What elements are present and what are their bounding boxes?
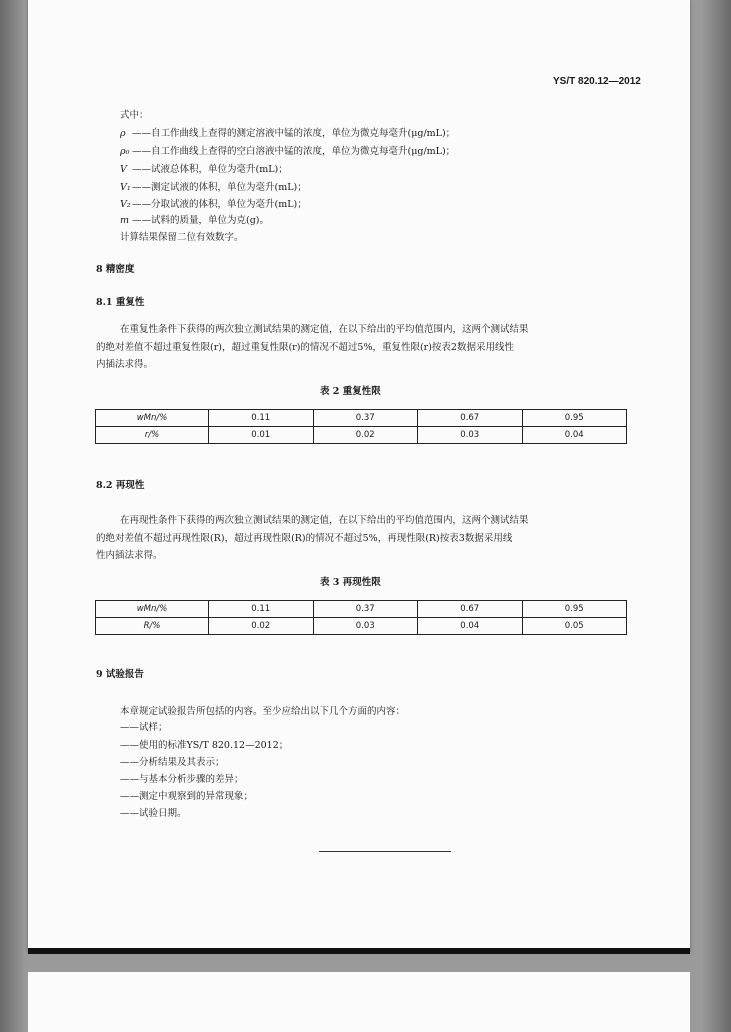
table-2-repeatability — [95, 409, 627, 444]
list-item: ——测定中观察到的异常现象； — [120, 791, 254, 802]
table-cell: 0.02 — [209, 618, 314, 635]
list-item: ——分析结果及其表示； — [120, 757, 225, 768]
table-cell: 0.67 — [418, 410, 523, 427]
table-3-reproducibility — [95, 600, 627, 635]
list-item: ——试样； — [120, 722, 168, 733]
section-9-heading: 9 试验报告 — [96, 669, 144, 680]
end-rule — [319, 851, 451, 852]
table-header-cell: R/% — [96, 618, 209, 635]
table-row — [96, 601, 627, 618]
next-page — [28, 972, 690, 1032]
table-cell: 0.04 — [522, 427, 627, 444]
table-cell: 0.01 — [209, 427, 314, 444]
table-header-cell: wMn/% — [96, 601, 209, 618]
formula-note: V ——试液总体积，单位为毫升(mL)； — [120, 164, 288, 175]
table-3-caption: 表 3 再现性限 — [320, 577, 381, 588]
page-edge-shadow — [28, 948, 690, 954]
table-cell: 0.37 — [313, 410, 418, 427]
table-cell: 0.03 — [313, 618, 418, 635]
table-cell: 0.03 — [418, 427, 523, 444]
list-item: ——与基本分析步骤的差异； — [120, 774, 244, 785]
formula-notes-intro: 式中： — [120, 110, 149, 121]
rounding-note: 计算结果保留二位有效数字。 — [120, 232, 244, 243]
section-8-2-heading: 8.2 再现性 — [96, 480, 145, 491]
paragraph-line: 的绝对差值不超过重复性限(r)，超过重复性限(r)的情况不超过5%，重复性限(r)按表2数据采用线性 — [96, 342, 514, 353]
section-8-1-heading: 8.1 重复性 — [96, 297, 145, 308]
list-item: ——试验日期。 — [120, 808, 187, 819]
list-item: ——使用的标准YS/T 820.12—2012； — [120, 740, 289, 751]
paragraph-line: 内插法求得。 — [96, 359, 154, 370]
report-intro: 本章规定试验报告所包括的内容。至少应给出以下几个方面的内容： — [120, 706, 406, 717]
table-header-cell: wMn/% — [96, 410, 209, 427]
table-cell: 0.05 — [522, 618, 627, 635]
table-header-cell: r/% — [96, 427, 209, 444]
paragraph-line: 性内插法求得。 — [96, 550, 163, 561]
table-cell: 0.11 — [209, 410, 314, 427]
formula-note: ρ₀ ——自工作曲线上查得的空白溶液中锰的浓度，单位为微克每毫升(μg/mL)； — [120, 146, 456, 157]
paragraph-line: 在再现性条件下获得的两次独立测试结果的测定值，在以下给出的平均值范围内，这两个测试结果 — [120, 515, 529, 526]
table-cell: 0.11 — [209, 601, 314, 618]
section-8-heading: 8 精密度 — [96, 264, 135, 275]
table-cell: 0.95 — [522, 601, 627, 618]
formula-note: ρ ——自工作曲线上查得的测定溶液中锰的浓度，单位为微克每毫升(μg/mL)； — [120, 128, 456, 139]
standard-number: YS/T 820.12—2012 — [553, 76, 641, 87]
table-cell: 0.95 — [522, 410, 627, 427]
table-cell: 0.67 — [418, 601, 523, 618]
paragraph-line: 的绝对差值不超过再现性限(R)，超过再现性限(R)的情况不超过5%，再现性限(R)按表3数据采用线 — [96, 533, 513, 544]
paragraph-line: 在重复性条件下获得的两次独立测试结果的测定值，在以下给出的平均值范围内，这两个测试结果 — [120, 324, 529, 335]
table-cell: 0.02 — [313, 427, 418, 444]
formula-note: V₂——分取试液的体积，单位为毫升(mL)； — [120, 199, 307, 210]
table-row — [96, 410, 627, 427]
document-page — [28, 0, 690, 952]
formula-note: V₁——测定试液的体积，单位为毫升(mL)； — [120, 182, 307, 193]
table-2-caption: 表 2 重复性限 — [320, 386, 381, 397]
table-row — [96, 618, 627, 635]
formula-note: m ——试料的质量，单位为克(g)。 — [120, 215, 269, 226]
table-row — [96, 427, 627, 444]
table-cell: 0.37 — [313, 601, 418, 618]
table-cell: 0.04 — [418, 618, 523, 635]
